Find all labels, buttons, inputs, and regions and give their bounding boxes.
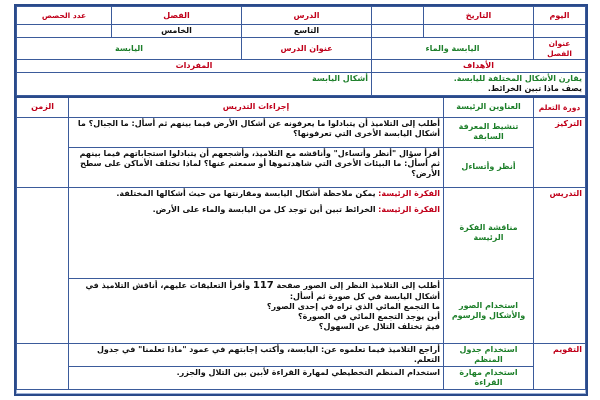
lesson-plan-frame — [14, 4, 588, 396]
main-idea-1-text: يمكن ملاحظة أشكال اليابسة ومقارنتها من حيث أشكالها المختلفة. — [116, 188, 376, 198]
lesson-number: التاسع — [242, 25, 372, 38]
assess-strategy-1: استخدام جدول المنظم — [444, 343, 534, 366]
teach-strategy-2: استخدام الصور والأشكال والرسوم — [444, 278, 534, 343]
focus-procedure-2: أقرأ سؤال "أنظر وأتساءل" وأناقشه مع التلاميذ، وأشجعهم أن يتبادلوا استجاباتهم فيما بينهم ثم أسأل: ما البيئات الأخرى التي شاهدتموها أو سمعتم عنها؟ لماذا تختلف الأماكن على سطح الأرض؟ — [69, 147, 444, 187]
objectives-cell — [372, 73, 586, 96]
lesson-title-label: عنوان الدرس — [242, 38, 372, 60]
assess-procedure-1: أراجع التلاميذ فيما تعلموه عن: اليابسة، وأكتب إجابتهم في عمود "ماذا تعلمنا" في جدول التعلم. — [69, 343, 444, 366]
teach-stage: التدريس — [534, 187, 586, 343]
unit-title-value: اليابسة والماء — [372, 38, 534, 60]
question-1: ما التجمع المائي الذي تراه في إحدى الصور؟ — [266, 302, 440, 311]
objectives-label: الأهداف — [372, 60, 586, 73]
focus-strategy-2: أنظر وأتساءل — [444, 147, 534, 187]
teach-procedure-2 — [69, 278, 444, 343]
teach-strategy-1: مناقشة الفكرة الرئيسة — [444, 187, 534, 278]
question-2: أين يوجد التجمع المائي في الصورة؟ — [297, 312, 440, 321]
date-header: التاريخ — [424, 7, 534, 25]
main-idea-2 — [72, 205, 440, 215]
page-number: 117 — [252, 279, 274, 291]
unit-title-label: عنوان الفصل — [534, 38, 586, 60]
question-3: فيمَ تختلف التلال عن السهول؟ — [318, 322, 440, 331]
procedures-header: إجراءات التدريس — [69, 97, 444, 117]
day-header: اليوم — [534, 7, 586, 25]
main-idea-1 — [72, 189, 440, 199]
assess-strategy-2: استخدام مهارة القراءة — [444, 366, 534, 389]
vocabulary-value: أشكال اليابسة — [17, 73, 372, 96]
main-idea-2-text: الخرائط تبين أين توجد كل من اليابسة والماء على الأرض. — [152, 204, 376, 214]
focus-strategy-1: تنشيط المعرفة السابقة — [444, 117, 534, 147]
objective-2: يصف ماذا تبين الخرائط. — [487, 84, 582, 93]
stage-header: دورة التعلم — [534, 97, 586, 117]
header-table — [16, 6, 586, 96]
strategies-header: العناوين الرئيسة — [444, 97, 534, 117]
pictures-instruction: أطلب إلى التلاميذ النظر إلى الصور صفحة 117 وأقرأ التعليقات عليهم، أناقش التلاميذ في أشكال اليابسة في كل صورة ثم أسأل: — [85, 279, 440, 301]
focus-stage: التركيز — [534, 117, 586, 187]
main-idea-1-label: الفكرة الرئيسة: — [378, 188, 440, 198]
focus-procedure-1: أطلب إلى التلاميذ أن يتبادلوا ما يعرفونه عن أشكال الأرض فيما بينهم ثم أسأل: ما الجبال؟ ما أشكال اليابسة الأخرى التي تعرفونها؟ — [69, 117, 444, 147]
lesson-title-value: اليابسة — [17, 38, 242, 60]
shares-header: عدد الحصص — [17, 7, 112, 25]
assess-procedure-2: استخدام المنظم التخطيطي لمهارة القراءة لأبين بين التلال والجزر. — [69, 366, 444, 389]
lesson-header: الدرس — [242, 7, 372, 25]
chapter-number: الخامس — [112, 25, 242, 38]
chapter-header: الفصل — [112, 7, 242, 25]
time-header: الزمن — [17, 97, 69, 117]
main-idea-2-label: الفكرة الرئيسة: — [378, 204, 440, 214]
procedures-table — [16, 96, 586, 390]
assess-stage: التقويم — [534, 343, 586, 389]
vocabulary-label: المفردات — [17, 60, 372, 73]
objective-1: يقارن الأشكال المختلفة لليابسة. — [453, 74, 582, 83]
teach-procedure-1 — [69, 187, 444, 278]
